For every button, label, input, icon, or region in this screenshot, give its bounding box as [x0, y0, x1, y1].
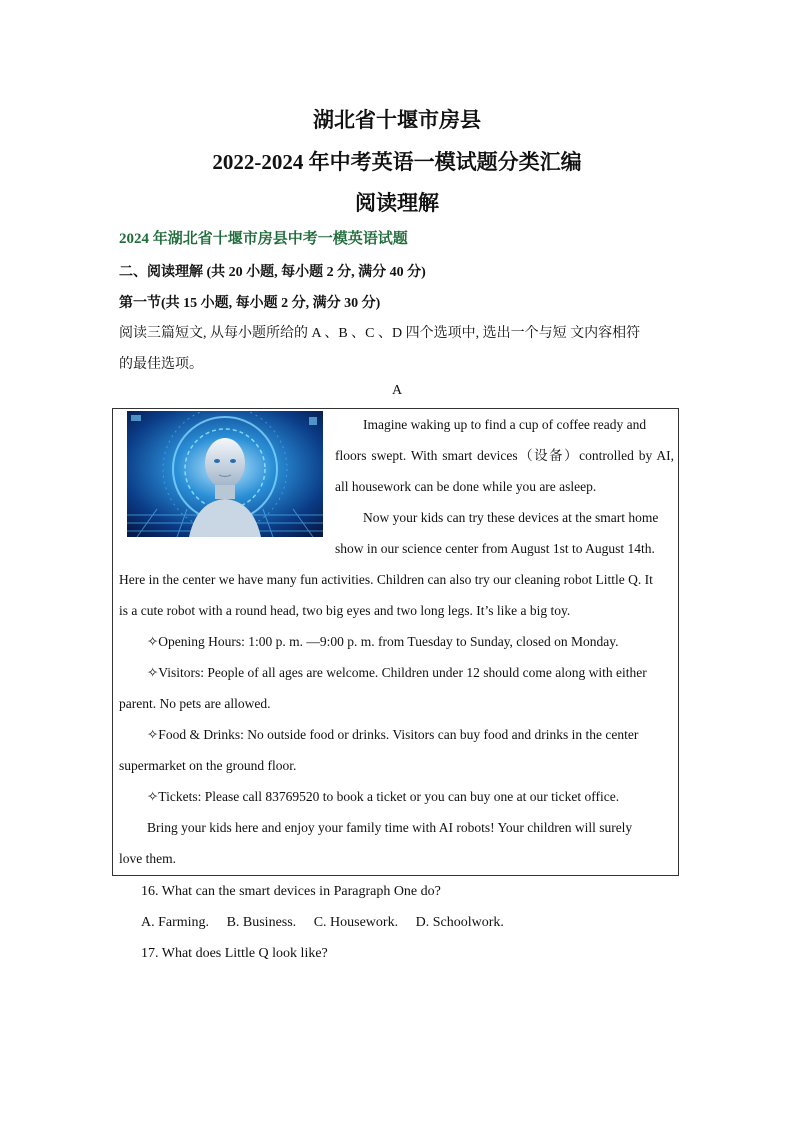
document-title-years: 2022-2024 年中考英语一模试题分类汇编: [212, 150, 582, 174]
passage-line: ✧Food & Drinks: No outside food or drinks. Visitors can buy food and drinks in the center: [147, 727, 639, 742]
passage-box: [112, 408, 679, 876]
passage-line: Now your kids can try these devices at the smart home: [363, 510, 659, 525]
question-16-options: [141, 915, 518, 931]
passage-line: ✧Visitors: People of all ages are welcome. Children under 12 should come along with either: [147, 665, 647, 680]
option-b: B. Business.: [226, 915, 297, 930]
passage-line: floors swept. With smart devices（设备）controlled by AI,: [335, 448, 674, 463]
passage-letter: A: [391, 383, 403, 398]
passage-line: Bring your kids here and enjoy your family time with AI robots! Your children will surely: [147, 820, 633, 835]
question-17-stem: 17. What does Little Q look like?: [141, 946, 328, 961]
option-a: A. Farming.: [141, 915, 210, 930]
passage-line: ✧Opening Hours: 1:00 p. m. —9:00 p. m. from Tuesday to Sunday, closed on Monday.: [147, 634, 619, 649]
exam-title: 2024 年湖北省十堰市房县中考一模英语试题: [119, 231, 408, 247]
option-d: D. Schoolwork.: [415, 915, 504, 930]
part-heading: 二、阅读理解 (共 20 小题, 每小题 2 分, 满分 40 分): [119, 265, 426, 280]
passage-line: is a cute robot with a round head, two big eyes and two long legs. It’s like a big toy.: [119, 603, 571, 618]
passage-line: love them.: [119, 851, 176, 866]
document-title-region: 湖北省十堰市房县: [313, 108, 481, 132]
passage-line: supermarket on the ground floor.: [119, 758, 297, 773]
section-heading: 第一节(共 15 小题, 每小题 2 分, 满分 30 分): [119, 296, 381, 311]
instructions-line-1: 阅读三篇短文, 从每小题所给的 A 、B 、C 、D 四个选项中, 选出一个与短 文内容相符: [119, 326, 641, 341]
passage-line: Imagine waking up to find a cup of coffee ready and: [363, 417, 647, 432]
instructions-line-2: 的最佳选项。: [119, 357, 203, 372]
passage-line: all housework can be done while you are asleep.: [335, 479, 597, 494]
option-c: C. Housework.: [313, 915, 399, 930]
document-title-topic: 阅读理解: [355, 191, 439, 215]
passage-line: parent. No pets are allowed.: [119, 696, 271, 711]
passage-line: Here in the center we have many fun activities. Children can also try our cleaning robot Little Q. It: [119, 572, 653, 587]
ai-robot-image: [127, 411, 323, 537]
passage-line: show in our science center from August 1st to August 14th.: [335, 541, 655, 556]
question-16-stem: 16. What can the smart devices in Paragraph One do?: [141, 884, 441, 899]
passage-line: ✧Tickets: Please call 83769520 to book a ticket or you can buy one at our ticket office.: [147, 789, 620, 804]
